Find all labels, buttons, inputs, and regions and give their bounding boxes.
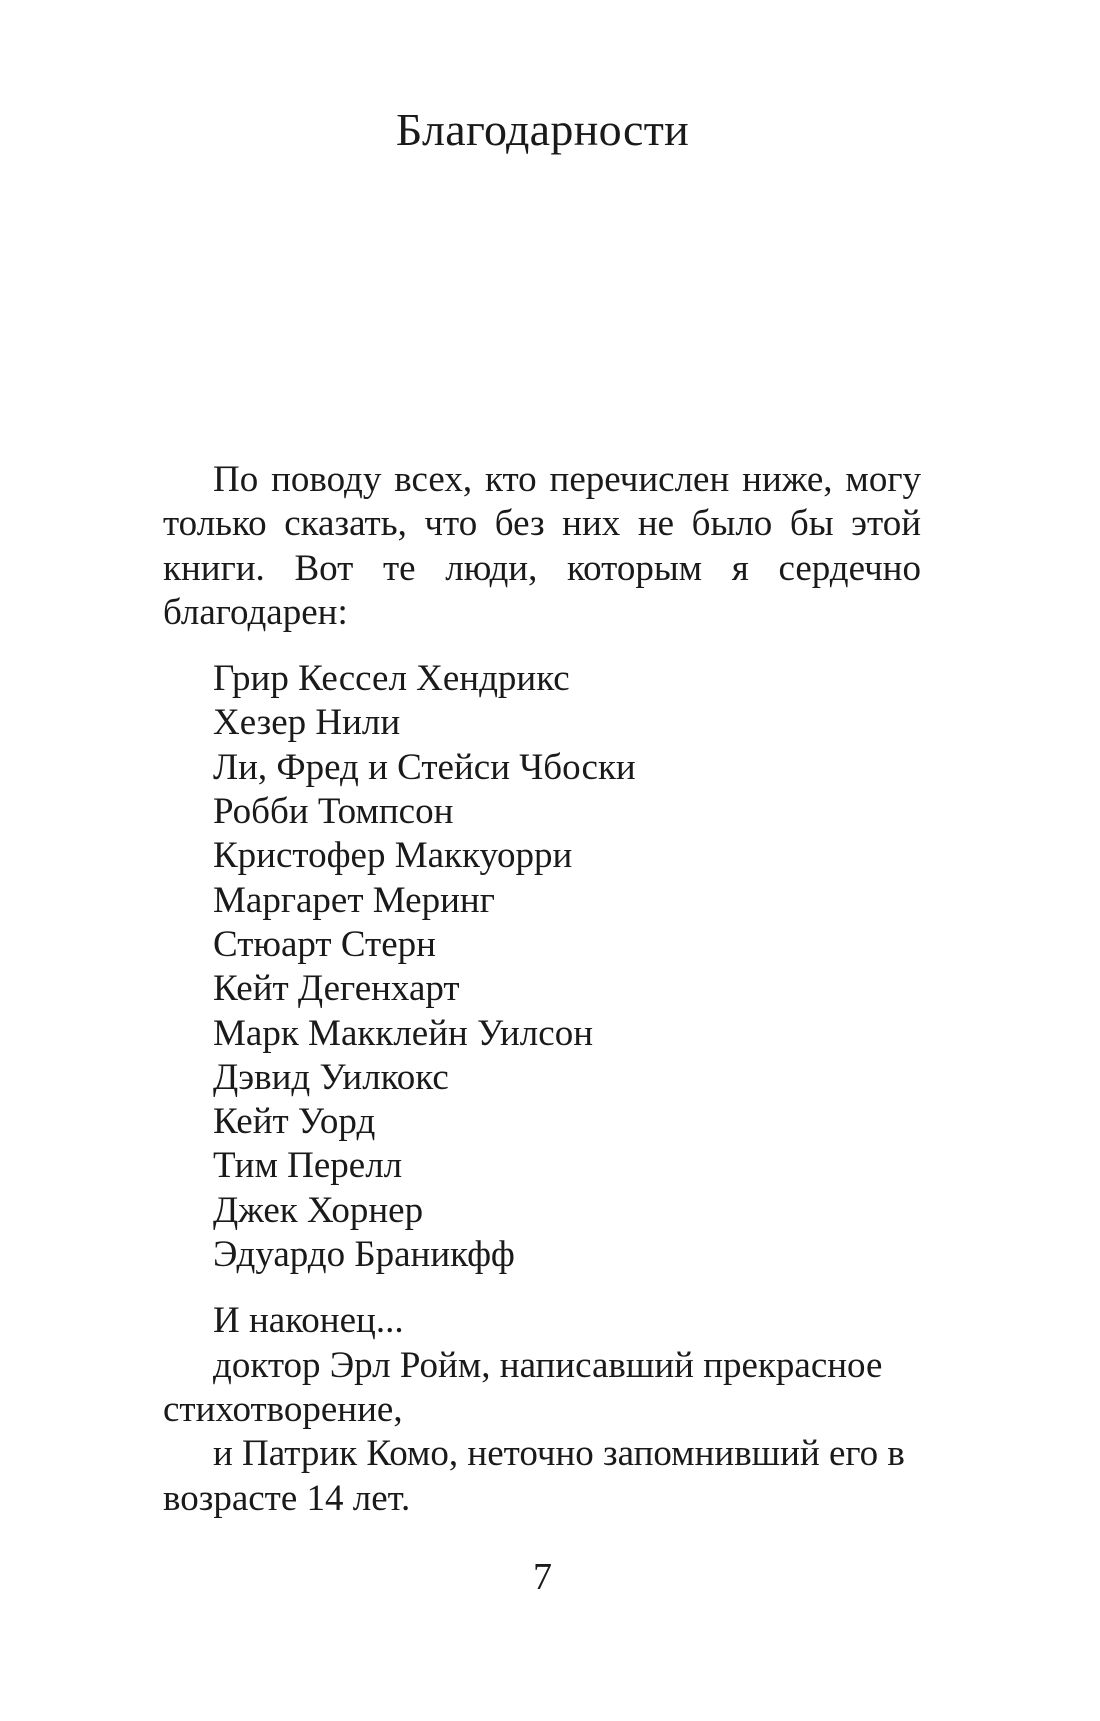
list-item: Дэвид Уилкокс xyxy=(213,1056,449,1098)
list-item: Грир Кессел Хендрикс xyxy=(213,658,570,700)
list-item: Ли, Фред и Стейси Чбоски xyxy=(213,746,636,788)
list-item: Тим Перелл xyxy=(213,1145,403,1187)
list-item: Стюарт Стерн xyxy=(213,923,436,965)
names-list xyxy=(163,657,921,1277)
closing-line-como: и Патрик Комо, неточно запомнивший его в возрасте 14 лет. xyxy=(163,1433,905,1519)
page-content xyxy=(163,458,921,1521)
list-item: Марк Макклейн Уилсон xyxy=(213,1012,593,1054)
list-item: Кейт Уорд xyxy=(213,1101,376,1143)
list-item: Хезер Нили xyxy=(213,702,401,744)
page-title: Благодарности xyxy=(395,104,690,155)
page-number: 7 xyxy=(533,1556,552,1598)
list-item: Кейт Дегенхарт xyxy=(213,968,460,1010)
list-item: Джек Хорнер xyxy=(213,1189,424,1231)
list-item: Робби Томпсон xyxy=(213,791,454,833)
list-item: Кристофер Маккуорри xyxy=(213,835,573,877)
closing-line-roim: доктор Эрл Ройм, написавший прекрасное стихотворение, xyxy=(163,1344,883,1430)
intro-paragraph: По поводу всех, кто перечислен ниже, могу только сказать, что без них не было бы этой книги. Вот те люди, которым я сердечно благодарен: xyxy=(163,459,921,633)
list-item: Эдуардо Браникфф xyxy=(213,1234,515,1276)
list-item: Маргарет Меринг xyxy=(213,879,495,921)
finally-line: И наконец... xyxy=(213,1300,404,1342)
